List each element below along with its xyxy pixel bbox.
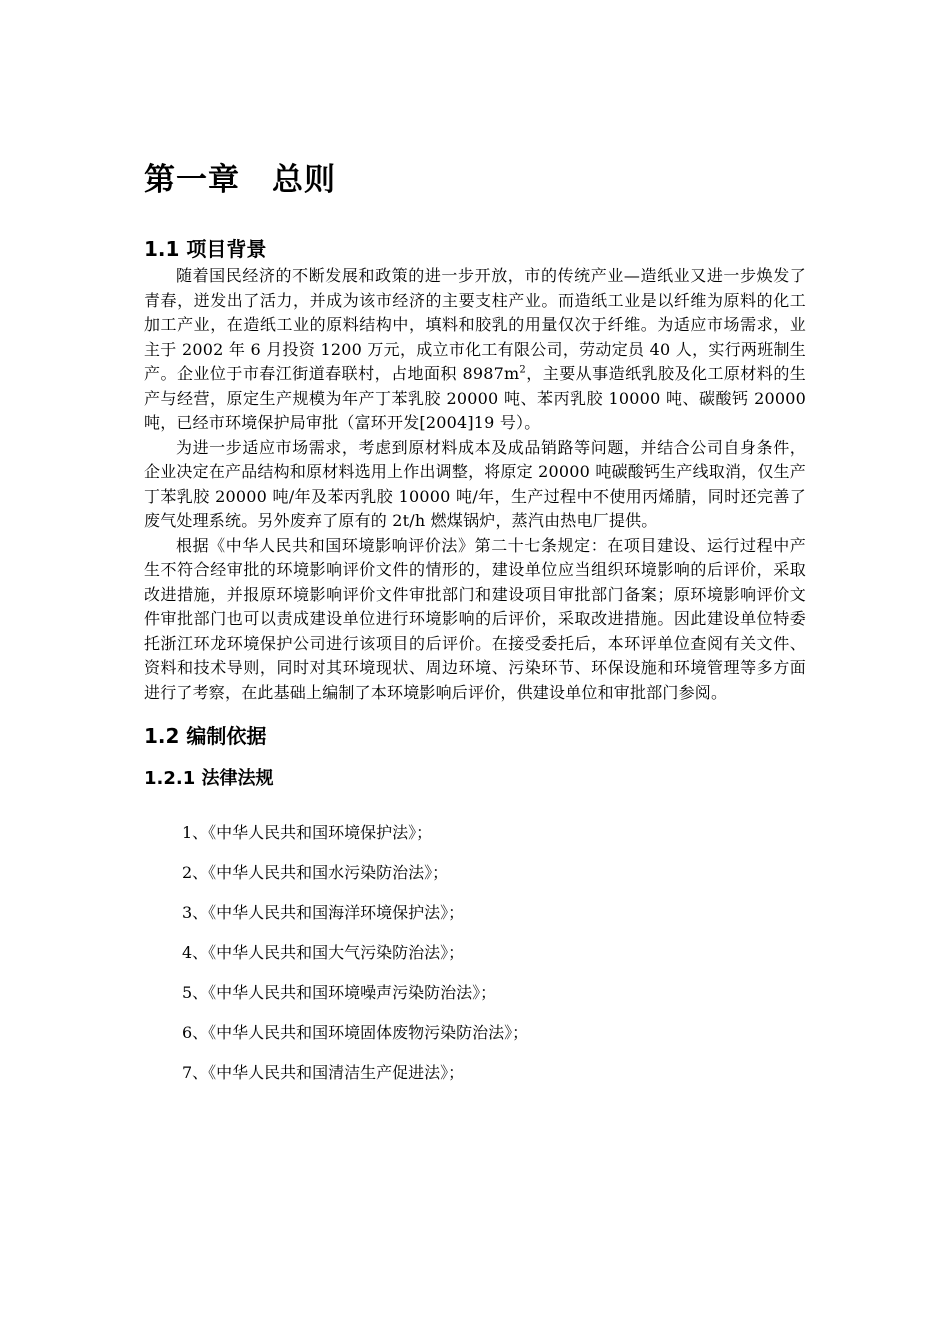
law-list <box>144 821 806 1101</box>
law-list-item: 5、《中华人民共和国环境噪声污染防治法》； <box>182 983 497 1002</box>
subsection-heading-1-2-1: 1.2.1 法律法规 <box>144 768 274 789</box>
superscript-2: 2 <box>519 364 526 376</box>
paragraph-text: ，主要从事造纸乳胶及化工原材料的生产与经营，原定生产规模为年产丁苯乳胶 20000 吨、苯丙乳胶 10000 吨、碳酸钙 20000 吨，已经市环境保护局审批（富环开发[2004]19 号）。 <box>144 364 807 432</box>
section-heading-1-2: 1.2 编制依据 <box>144 724 267 748</box>
section-heading-1-1: 1.1 项目背景 <box>144 237 267 261</box>
law-list-item: 2、《中华人民共和国水污染防治法》； <box>182 863 449 882</box>
background-paragraph-2: 为进一步适应市场需求，考虑到原材料成本及成品销路等问题，并结合公司自身条件，企业决定在产品结构和原材料选用上作出调整，将原定 20000 吨碳酸钙生产线取消，仅生产丁苯乳胶 20000 吨/年及苯丙乳胶 10000 吨/年，生产过程中不使用丙烯腈，同时还完善了废气处理系统。另外废弃了原有的 2t/h 燃煤锅炉，蒸汽由热电厂提供。 <box>144 437 806 530</box>
background-paragraph-3: 根据《中华人民共和国环境影响评价法》第二十七条规定：在项目建设、运行过程中产生不符合经审批的环境影响评价文件的情形的，建设单位应当组织环境影响的后评价，采取改进措施，并报原环境影响评价文件审批部门和建设项目审批部门备案；原环境影响评价文件审批部门也可以责成建设单位进行环境影响的后评价，采取改进措施。因此建设单位特委托浙江环龙环境保护公司进行该项目的后评价。在接受委托后，本环评单位查阅有关文件、资料和技术导则，同时对其环境现状、周边环境、污染环节、环保设施和环境管理等多方面进行了考察，在此基础上编制了本环境影响后评价，供建设单位和审批部门参阅。 <box>144 535 806 702</box>
law-list-item: 3、《中华人民共和国海洋环境保护法》； <box>182 903 465 922</box>
background-paragraph-1 <box>144 264 806 436</box>
law-list-item: 1、《中华人民共和国环境保护法》； <box>182 823 433 842</box>
law-list-item: 7、《中华人民共和国清洁生产促进法》； <box>182 1063 465 1082</box>
page-content <box>144 152 806 1101</box>
law-list-item: 6、《中华人民共和国环境固体废物污染防治法》； <box>182 1023 529 1042</box>
chapter-title: 第一章 总则 <box>144 162 336 198</box>
law-list-item: 4、《中华人民共和国大气污染防治法》； <box>182 943 465 962</box>
paragraph-text: 随着国民经济的不断发展和政策的进一步开放，市的传统产业—造纸业又进一步焕发了青春，迸发出了活力，并成为该市经济的主要支柱产业。而造纸工业是以纤维为原料的化工加工产业，在造纸工业的原料结构中，填料和胶乳的用量仅次于纤维。为适应市场需求，业主于 2002 年 6 月投资 1200 万元，成立市化工有限公司，劳动定员 40 人，实行两班制生产。企业位于市春江街道春联村，占地面积 8987m <box>144 266 806 383</box>
